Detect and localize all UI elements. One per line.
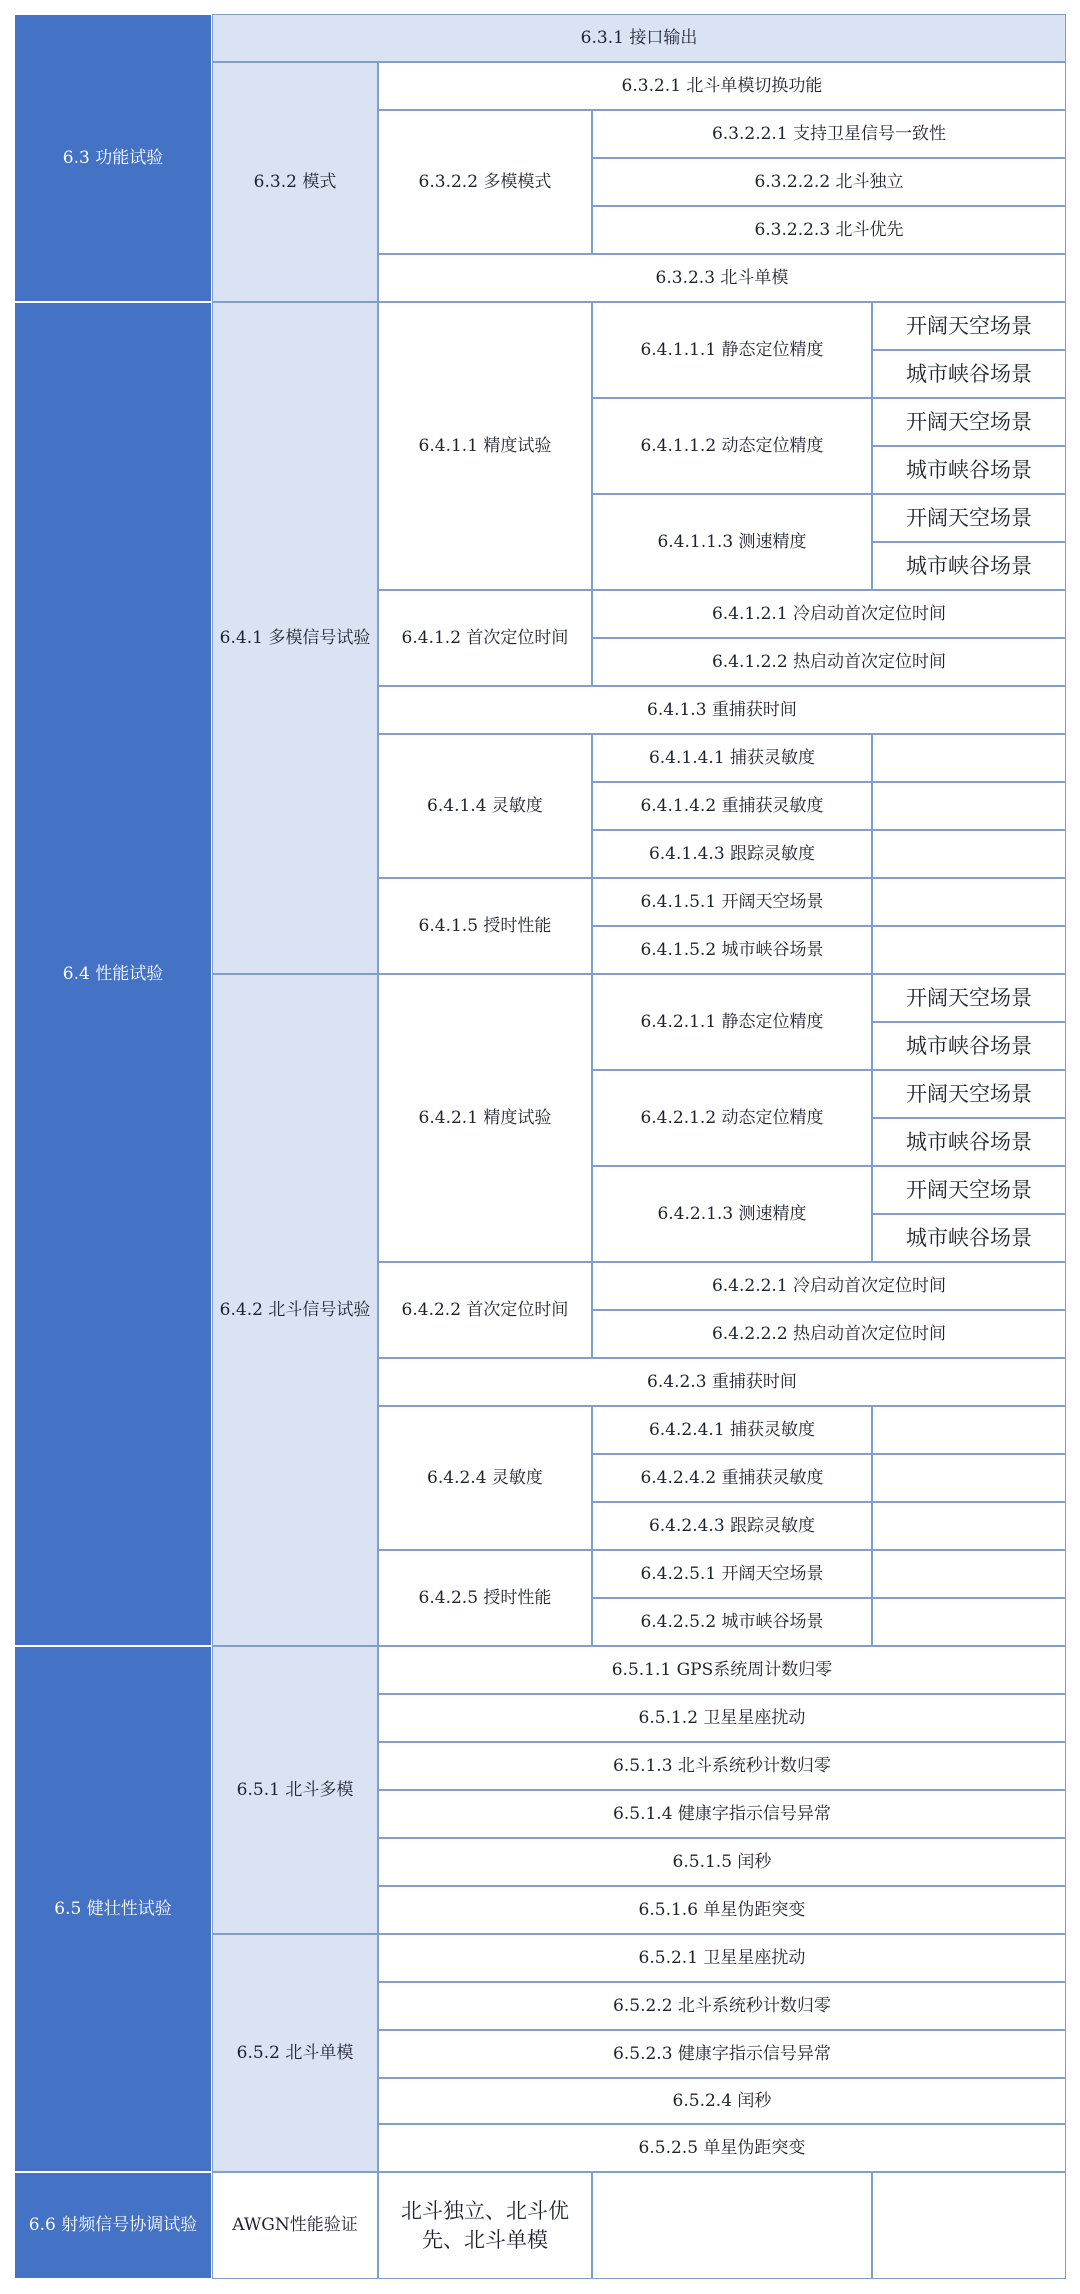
item-6-3-2: 6.3.2 模式 bbox=[212, 62, 378, 302]
item-6-4-2-4: 6.4.2.4 灵敏度 bbox=[378, 1406, 592, 1550]
empty-cell bbox=[872, 926, 1066, 974]
empty-cell bbox=[872, 1502, 1066, 1550]
scene-urban: 城市峡谷场景 bbox=[872, 1214, 1066, 1262]
empty-cell bbox=[872, 1550, 1066, 1598]
item-6-4-2-5: 6.4.2.5 授时性能 bbox=[378, 1550, 592, 1646]
item-6-4-1: 6.4.1 多模信号试验 bbox=[212, 302, 378, 974]
item-6-4-2-2-1: 6.4.2.2.1 冷启动首次定位时间 bbox=[592, 1262, 1066, 1310]
item-6-3-2-2-1: 6.3.2.2.1 支持卫星信号一致性 bbox=[592, 110, 1066, 158]
item-6-4-2: 6.4.2 北斗信号试验 bbox=[212, 974, 378, 1646]
empty-cell bbox=[872, 734, 1066, 782]
empty-cell bbox=[872, 782, 1066, 830]
empty-cell bbox=[872, 878, 1066, 926]
item-6-4-1-3: 6.4.1.3 重捕获时间 bbox=[378, 686, 1066, 734]
item-6-5-2-5: 6.5.2.5 单星伪距突变 bbox=[378, 2124, 1066, 2172]
item-6-4-1-1-3: 6.4.1.1.3 测速精度 bbox=[592, 494, 872, 590]
empty-cell bbox=[872, 1406, 1066, 1454]
empty-cell bbox=[872, 1598, 1066, 1646]
item-6-3-2-2-3: 6.3.2.2.3 北斗优先 bbox=[592, 206, 1066, 254]
section-6-6: 6.6 射频信号协调试验 bbox=[14, 2172, 212, 2279]
empty-cell bbox=[592, 2172, 872, 2279]
item-6-4-2-1-1: 6.4.2.1.1 静态定位精度 bbox=[592, 974, 872, 1070]
item-6-5-2-2: 6.5.2.2 北斗系统秒计数归零 bbox=[378, 1982, 1066, 2030]
item-6-4-2-1: 6.4.2.1 精度试验 bbox=[378, 974, 592, 1262]
item-6-4-1-4: 6.4.1.4 灵敏度 bbox=[378, 734, 592, 878]
item-6-5-1-2: 6.5.1.2 卫星星座扰动 bbox=[378, 1694, 1066, 1742]
item-6-4-1-4-1: 6.4.1.4.1 捕获灵敏度 bbox=[592, 734, 872, 782]
section-6-5: 6.5 健壮性试验 bbox=[14, 1646, 212, 2172]
item-6-3-2-3: 6.3.2.3 北斗单模 bbox=[378, 254, 1066, 302]
scene-open: 开阔天空场景 bbox=[872, 1070, 1066, 1118]
item-6-4-2-5-1: 6.4.2.5.1 开阔天空场景 bbox=[592, 1550, 872, 1598]
item-6-4-2-5-2: 6.4.2.5.2 城市峡谷场景 bbox=[592, 1598, 872, 1646]
item-6-4-1-1: 6.4.1.1 精度试验 bbox=[378, 302, 592, 590]
scene-open: 开阔天空场景 bbox=[872, 494, 1066, 542]
item-6-4-1-4-2: 6.4.1.4.2 重捕获灵敏度 bbox=[592, 782, 872, 830]
item-6-3-2-2: 6.3.2.2 多模模式 bbox=[378, 110, 592, 254]
item-6-5-2-1: 6.5.2.1 卫星星座扰动 bbox=[378, 1934, 1066, 1982]
item-6-4-1-2-2: 6.4.1.2.2 热启动首次定位时间 bbox=[592, 638, 1066, 686]
item-6-3-2-1: 6.3.2.1 北斗单模切换功能 bbox=[378, 62, 1066, 110]
item-6-4-2-1-2: 6.4.2.1.2 动态定位精度 bbox=[592, 1070, 872, 1166]
scene-open: 开阔天空场景 bbox=[872, 974, 1066, 1022]
item-modes: 北斗独立、北斗优先、北斗单模 bbox=[378, 2172, 592, 2279]
item-awgn: AWGN性能验证 bbox=[212, 2172, 378, 2279]
item-6-4-2-1-3: 6.4.2.1.3 测速精度 bbox=[592, 1166, 872, 1262]
item-6-4-1-5-2: 6.4.1.5.2 城市峡谷场景 bbox=[592, 926, 872, 974]
item-6-5-1-3: 6.5.1.3 北斗系统秒计数归零 bbox=[378, 1742, 1066, 1790]
item-6-5-2-4: 6.5.2.4 闰秒 bbox=[378, 2078, 1066, 2124]
item-6-3-2-2-2: 6.3.2.2.2 北斗独立 bbox=[592, 158, 1066, 206]
item-6-5-1-4: 6.5.1.4 健康字指示信号异常 bbox=[378, 1790, 1066, 1838]
scene-urban: 城市峡谷场景 bbox=[872, 350, 1066, 398]
scene-urban: 城市峡谷场景 bbox=[872, 1118, 1066, 1166]
item-6-4-2-3: 6.4.2.3 重捕获时间 bbox=[378, 1358, 1066, 1406]
item-6-4-1-4-3: 6.4.1.4.3 跟踪灵敏度 bbox=[592, 830, 872, 878]
item-6-4-1-2: 6.4.1.2 首次定位时间 bbox=[378, 590, 592, 686]
item-6-4-1-1-2: 6.4.1.1.2 动态定位精度 bbox=[592, 398, 872, 494]
item-6-5-1-5: 6.5.1.5 闰秒 bbox=[378, 1838, 1066, 1886]
item-6-5-1-1: 6.5.1.1 GPS系统周计数归零 bbox=[378, 1646, 1066, 1694]
item-6-4-2-2-2: 6.4.2.2.2 热启动首次定位时间 bbox=[592, 1310, 1066, 1358]
scene-urban: 城市峡谷场景 bbox=[872, 1022, 1066, 1070]
scene-urban: 城市峡谷场景 bbox=[872, 446, 1066, 494]
item-6-5-1-6: 6.5.1.6 单星伪距突变 bbox=[378, 1886, 1066, 1934]
item-6-4-2-4-1: 6.4.2.4.1 捕获灵敏度 bbox=[592, 1406, 872, 1454]
item-6-4-2-4-3: 6.4.2.4.3 跟踪灵敏度 bbox=[592, 1502, 872, 1550]
empty-cell bbox=[872, 830, 1066, 878]
item-6-4-1-1-1: 6.4.1.1.1 静态定位精度 bbox=[592, 302, 872, 398]
item-6-5-2: 6.5.2 北斗单模 bbox=[212, 1934, 378, 2172]
scene-urban: 城市峡谷场景 bbox=[872, 542, 1066, 590]
empty-cell bbox=[872, 2172, 1066, 2279]
item-6-5-1: 6.5.1 北斗多模 bbox=[212, 1646, 378, 1934]
section-6-3: 6.3 功能试验 bbox=[14, 14, 212, 302]
item-6-4-1-5: 6.4.1.5 授时性能 bbox=[378, 878, 592, 974]
item-6-4-2-4-2: 6.4.2.4.2 重捕获灵敏度 bbox=[592, 1454, 872, 1502]
item-6-3-1: 6.3.1 接口输出 bbox=[212, 14, 1066, 62]
item-6-4-1-5-1: 6.4.1.5.1 开阔天空场景 bbox=[592, 878, 872, 926]
empty-cell bbox=[872, 1454, 1066, 1502]
section-6-4: 6.4 性能试验 bbox=[14, 302, 212, 1646]
item-6-5-2-3: 6.5.2.3 健康字指示信号异常 bbox=[378, 2030, 1066, 2078]
scene-open: 开阔天空场景 bbox=[872, 302, 1066, 350]
item-6-4-2-2: 6.4.2.2 首次定位时间 bbox=[378, 1262, 592, 1358]
scene-open: 开阔天空场景 bbox=[872, 1166, 1066, 1214]
scene-open: 开阔天空场景 bbox=[872, 398, 1066, 446]
item-6-4-1-2-1: 6.4.1.2.1 冷启动首次定位时间 bbox=[592, 590, 1066, 638]
